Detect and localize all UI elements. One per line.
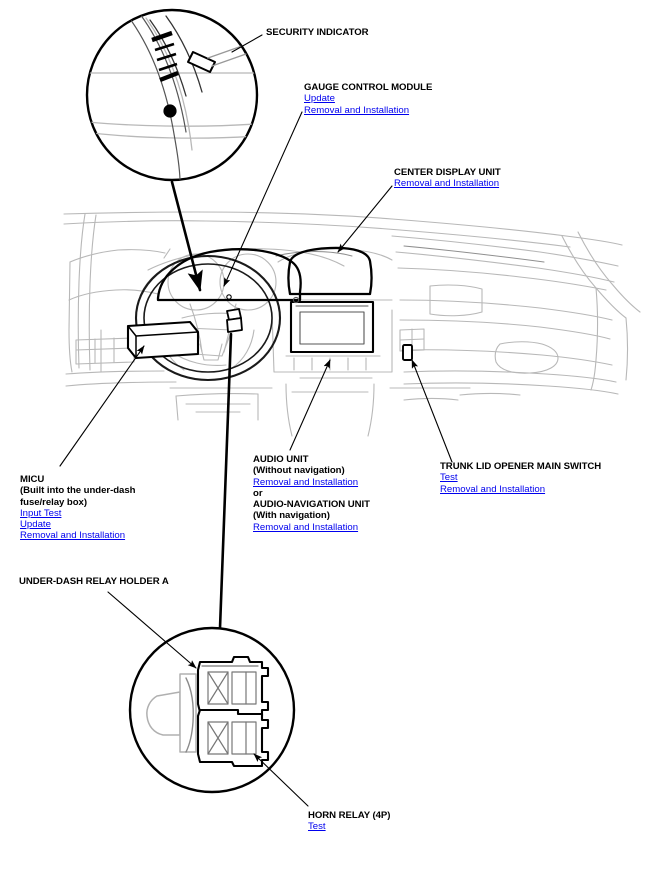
center-display-unit-link-removal-and-installation[interactable]: Removal and Installation xyxy=(394,178,500,190)
relay-holder-detail-circle xyxy=(130,334,294,792)
audio-navigation-unit-link-removal-and-installation[interactable]: Removal and Installation xyxy=(253,521,359,533)
trunk-lid-opener-main-switch-link-removal-and-installation[interactable]: Removal and Installation xyxy=(440,483,546,495)
security-indicator-detail-circle xyxy=(87,10,258,290)
callout-micu xyxy=(20,474,135,542)
callout-horn-relay xyxy=(308,810,390,833)
dashboard-illustration xyxy=(64,212,640,436)
leader-lines xyxy=(60,35,452,806)
micu-subtitle-line2: fuse/relay box) xyxy=(20,496,87,508)
micu-link-input-test[interactable]: Input Test xyxy=(20,507,62,519)
horn-relay-title: HORN RELAY (4P) xyxy=(308,810,391,821)
gauge-control-module-link-update[interactable]: Update xyxy=(304,93,335,105)
audio-unit-or-separator: or xyxy=(253,487,263,499)
horn-relay-link-test[interactable]: Test xyxy=(308,821,326,833)
callout-audio-unit xyxy=(253,454,370,533)
security-indicator-title: SECURITY INDICATOR xyxy=(266,27,369,38)
callout-center-display-unit xyxy=(394,167,501,190)
callout-trunk-lid-opener-main-switch xyxy=(440,461,601,495)
trunk-lid-opener-main-switch-link-test[interactable]: Test xyxy=(440,472,458,484)
micu-subtitle-line1: (Built into the under-dash xyxy=(20,485,136,497)
audio-navigation-unit-title: AUDIO-NAVIGATION UNIT xyxy=(253,499,370,511)
callout-under-dash-relay-holder-a xyxy=(19,576,169,587)
audio-unit-subtitle: (Without navigation) xyxy=(253,465,345,477)
trunk-lid-opener-main-switch-title: TRUNK LID OPENER MAIN SWITCH xyxy=(440,461,602,472)
audio-unit-title: AUDIO UNIT xyxy=(253,454,309,465)
micu-title: MICU xyxy=(20,474,45,485)
audio-unit-link-removal-and-installation[interactable]: Removal and Installation xyxy=(253,476,359,488)
gauge-control-module-link-removal-and-installation[interactable]: Removal and Installation xyxy=(304,104,410,116)
gauge-control-module-title: GAUGE CONTROL MODULE xyxy=(304,82,433,93)
micu-link-update[interactable]: Update xyxy=(20,519,51,531)
callout-security-indicator xyxy=(266,27,369,38)
audio-navigation-unit-subtitle: (With navigation) xyxy=(253,510,330,522)
micu-link-removal-and-installation[interactable]: Removal and Installation xyxy=(20,530,126,542)
under-dash-relay-holder-a-title: UNDER-DASH RELAY HOLDER A xyxy=(19,576,169,587)
callout-gauge-control-module xyxy=(304,82,432,116)
center-display-unit-title: CENTER DISPLAY UNIT xyxy=(394,167,501,178)
